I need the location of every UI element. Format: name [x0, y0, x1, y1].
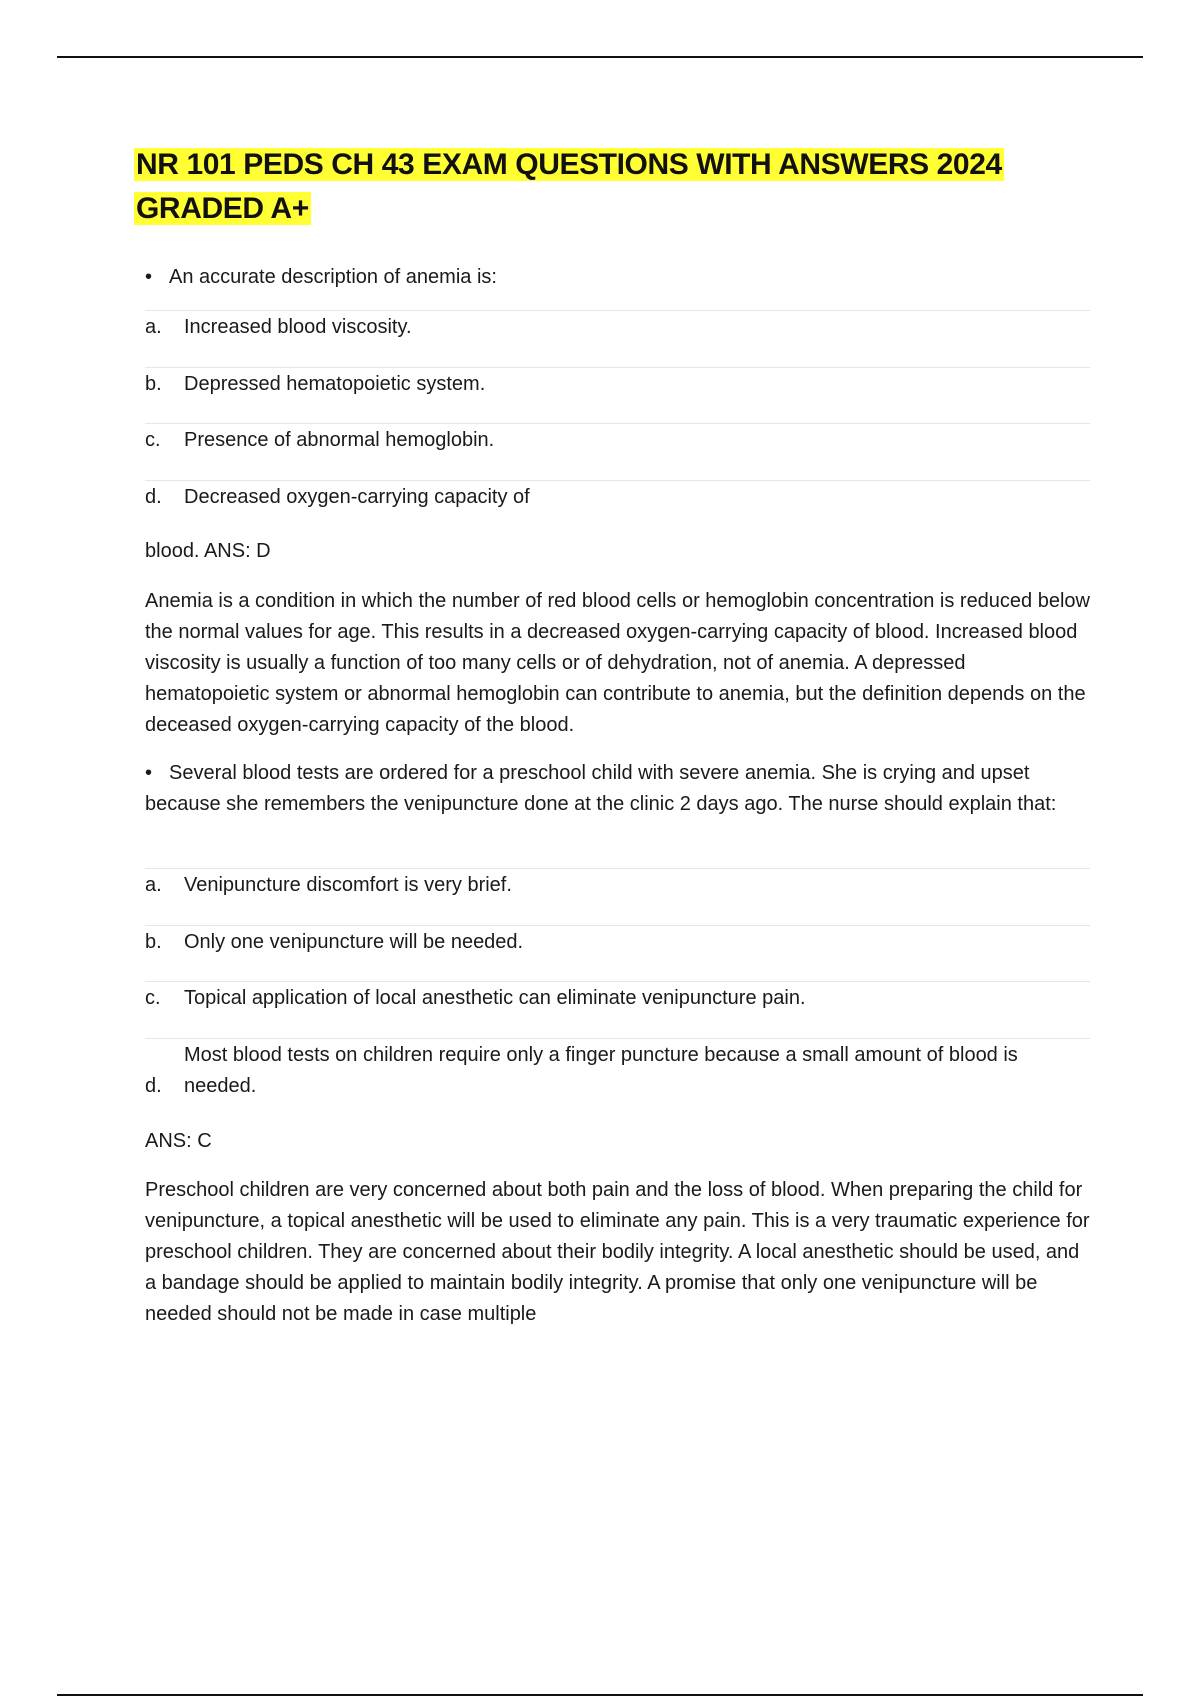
option-text: Increased blood viscosity. [184, 316, 412, 338]
option-letter: d. [145, 486, 162, 508]
option-separator [145, 423, 1090, 424]
bullet-icon: • [145, 266, 153, 288]
option-separator [145, 868, 1090, 869]
question-2-stem [145, 758, 1090, 820]
question-1-rationale: Anemia is a condition in which the number of red blood cells or hemoglobin concentration is reduced below the normal values for age. This results in a decreased oxygen-carrying capacity of blood. Increased blood viscosity is usually a function of too many cells or of dehydration, not of anemia. A depressed hematopoietic system or abnormal hemoglobin can contribute to anemia, but the definition depends on the deceased oxygen-carrying capacity of the blood. [145, 590, 1090, 736]
option-text: Only one venipuncture will be needed. [184, 931, 524, 953]
question-1-stem [145, 262, 1090, 293]
option-separator [145, 981, 1090, 982]
option-text: Depressed hematopoietic system. [184, 373, 486, 395]
option-letter: a. [145, 316, 162, 338]
option-separator [145, 480, 1090, 481]
option-text: Most blood tests on children require only a finger puncture because a small amount of blood is needed. [184, 1044, 1018, 1097]
option-text: Topical application of local anesthetic can eliminate venipuncture pain. [184, 987, 806, 1009]
bottom-rule [57, 1694, 1143, 1696]
question-1-answer: blood. ANS: D [145, 540, 271, 562]
top-rule [57, 56, 1143, 58]
question-2-answer: ANS: C [145, 1130, 212, 1152]
option-separator [145, 310, 1090, 311]
title-highlight: NR 101 PEDS CH 43 EXAM QUESTIONS WITH ANSWERS 2024 GRADED A+ [136, 148, 1002, 225]
option-letter: d. [145, 1075, 162, 1097]
option-letter: a. [145, 874, 162, 896]
question-2-rationale: Preschool children are very concerned about both pain and the loss of blood. When preparing the child for venipuncture, a topical anesthetic will be used to eliminate any pain. This is a very traumatic experience for preschool children. They are concerned about their bodily integrity. A local anesthetic should be used, and a bandage should be applied to maintain bodily integrity. A promise that only one venipuncture will be needed should not be made in case multiple [145, 1179, 1090, 1325]
question-1-text: An accurate description of anemia is: [169, 266, 497, 288]
option-letter: b. [145, 931, 162, 953]
option-text: Venipuncture discomfort is very brief. [184, 874, 512, 896]
question-2-option-d [145, 1040, 1090, 1102]
option-letter: c. [145, 987, 161, 1009]
question-2-text: Several blood tests are ordered for a preschool child with severe anemia. She is crying and upset because she remembers the venipuncture done at the clinic 2 days ago. The nurse should explain that: [145, 762, 1057, 815]
option-separator [145, 367, 1090, 368]
document-title [134, 143, 1064, 231]
option-separator [145, 925, 1090, 926]
option-separator [145, 1038, 1090, 1039]
option-letter: b. [145, 373, 162, 395]
option-letter: c. [145, 429, 161, 451]
option-text: Presence of abnormal hemoglobin. [184, 429, 495, 451]
bullet-icon: • [145, 762, 153, 784]
option-text: Decreased oxygen-carrying capacity of [184, 486, 530, 508]
